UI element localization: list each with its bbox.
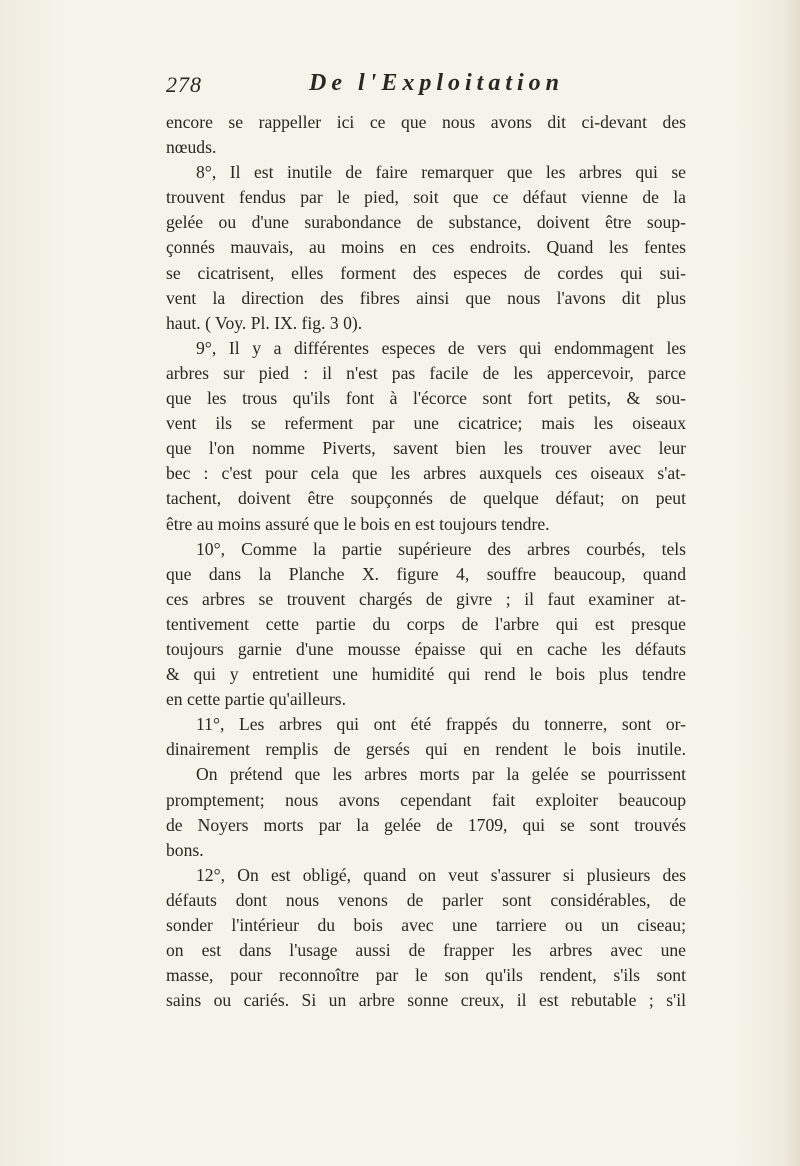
page-number: 278 xyxy=(166,72,202,97)
text-line: tachent, doivent être soupçonnés de quelque défaut; on peut xyxy=(166,488,686,509)
text-line: sonder l'intérieur du bois avec une tarriere ou un ciseau; xyxy=(166,915,686,935)
text-line: trouvent fendus par le pied, soit que ce défaut vienne de la xyxy=(166,187,686,208)
text-line: sains ou cariés. Si un arbre sonne creux, il est rebutable ; s'il xyxy=(166,990,686,1011)
page-edge-shadow xyxy=(784,0,800,1166)
text-line: défauts dont nous venons de parler sont considérables, de xyxy=(166,889,686,910)
text-line: bec : c'est pour cela que les arbres auxquels ces oiseaux s'at- xyxy=(166,463,686,484)
text-line: que l'on nomme Piverts, savent bien les trouver avec leur xyxy=(166,438,686,459)
text-line: tentivement cette partie du corps de l'arbre qui est presque xyxy=(166,613,686,634)
text-line: de Noyers morts par la gelée de 1709, qui se sont trouvés xyxy=(166,814,686,835)
text-line: que dans la Planche X. figure 4, souffre beaucoup, quand xyxy=(166,563,686,584)
text-line: vent ils se referment par une cicatrice; mais les oiseaux xyxy=(166,413,686,434)
text-line: 9°, Il y a différentes especes de vers qui endommagent les xyxy=(196,337,686,358)
text-line: se cicatrisent, elles forment des especes de cordes qui sui- xyxy=(166,262,686,283)
page-header xyxy=(166,72,686,106)
text-line: toujours garnie d'une mousse épaisse qui en cache les défauts xyxy=(166,638,686,659)
text-line: gelée ou d'une surabondance de substance, doivent être soup- xyxy=(166,212,686,233)
text-line: çonnés mauvais, au moins en ces endroits. Quand les fentes xyxy=(166,237,686,258)
text-line: que les trous qu'ils font à l'écorce sont fort petits, & sou- xyxy=(166,388,686,409)
text-line: On prétend que les arbres morts par la gelée se pourrissent xyxy=(196,764,686,785)
text-line: 10°, Comme la partie supérieure des arbres courbés, tels xyxy=(196,538,686,559)
text-line: 12°, On est obligé, quand on veut s'assurer si plusieurs des xyxy=(196,864,686,885)
text-line: arbres sur pied : il n'est pas facile de les appercevoir, parce xyxy=(166,362,686,383)
text-line: on est dans l'usage aussi de frapper les arbres avec une xyxy=(166,940,686,961)
running-title: De l'Exploitation xyxy=(309,70,565,96)
text-line: vent la direction des fibres ainsi que nous l'avons dit plus xyxy=(166,287,686,308)
body-text xyxy=(166,110,686,1013)
text-line: promptement; nous avons cependant fait exploiter beaucoup xyxy=(166,789,686,810)
text-line: être au moins assuré que le bois en est toujours tendre. xyxy=(166,513,550,534)
text-line: nœuds. xyxy=(166,137,217,158)
text-line: 8°, Il est inutile de faire remarquer que les arbres qui se xyxy=(196,162,686,183)
text-line: 11°, Les arbres qui ont été frappés du tonnerre, sont or- xyxy=(196,714,686,735)
text-line: masse, pour reconnoître par le son qu'ils rendent, s'ils sont xyxy=(166,965,686,986)
text-line: haut. ( Voy. Pl. IX. fig. 3 0). xyxy=(166,312,363,333)
text-line: en cette partie qu'ailleurs. xyxy=(166,689,347,710)
text-line: dinairement remplis de gersés qui en rendent le bois inutile. xyxy=(166,739,686,760)
text-line: & qui y entretient une humidité qui rend le bois plus tendre xyxy=(166,664,686,685)
text-line: ces arbres se trouvent chargés de givre ; il faut examiner at- xyxy=(166,588,686,609)
text-line: encore se rappeller ici ce que nous avons dit ci-devant des xyxy=(166,112,686,132)
text-line: bons. xyxy=(166,839,204,860)
